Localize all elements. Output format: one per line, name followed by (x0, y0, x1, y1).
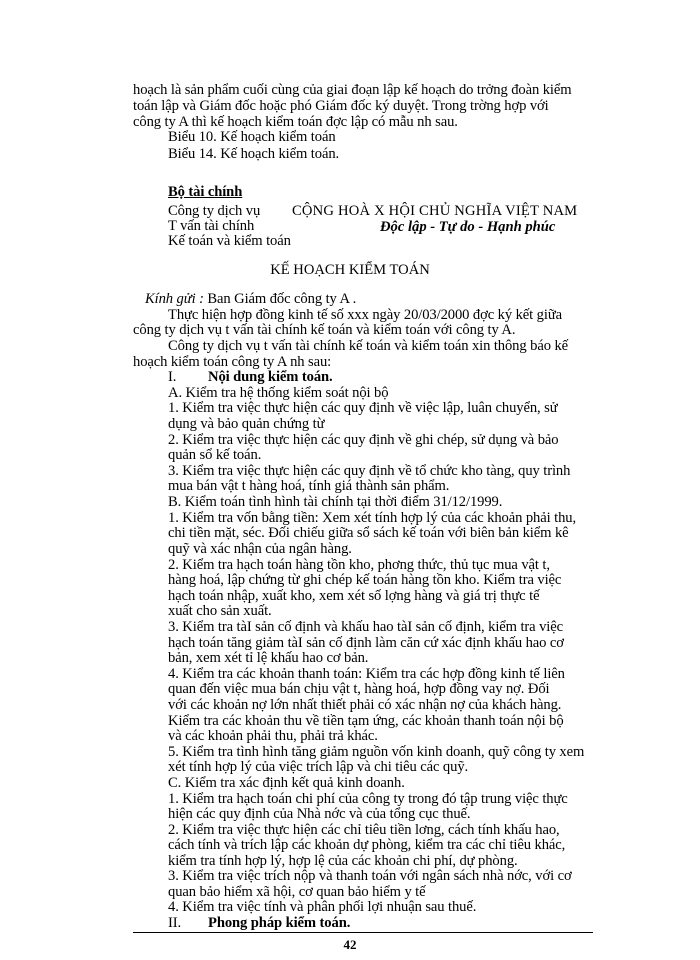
body-line: quan bảo hiểm xã hội, cơ quan bảo hiểm y tế (168, 884, 426, 900)
body-line: Kiểm tra các khoản thu về tiền tạm ứng, các khoản thanh toán nội bộ (168, 713, 564, 729)
body-line: mua bán vật t hàng hoá, tính giá thành sản phẩm. (168, 478, 450, 494)
national-title: CỘNG HOÀ X HỘI CHỦ NGHĨA VIỆT NAM (292, 203, 578, 219)
company-line-2: T vấn tài chính (168, 218, 255, 234)
paragraph-2-line-1: Công ty dịch vụ t vấn tài chính kế toán và kiểm toán xin thông báo kế (168, 338, 569, 354)
body-line: 5. Kiểm tra tình hình tăng giảm nguồn vốn kinh doanh, quỹ công ty xem (168, 744, 585, 760)
company-line-1: Công ty dịch vụ (168, 203, 261, 219)
body-line: 3. Kiểm tra tàI sản cố định và khấu hao tàI sản cố định, kiểm tra việc (168, 619, 564, 635)
section-2-title: Phong pháp kiểm toán. (208, 915, 351, 931)
body-line: B. Kiểm toán tình hình tài chính tại thời điểm 31/12/1999. (168, 494, 503, 510)
body-line: 1. Kiểm tra vốn bằng tiền: Xem xét tính hợp lý của các khoản phải thu, (168, 510, 577, 526)
body-line: 3. Kiểm tra việc thực hiện các quy định về tổ chức kho tàng, quy trình (168, 463, 571, 479)
body-line: hiện các quy định của Nhà nớc và của tổng cục thuế. (168, 806, 471, 822)
body-line: kiểm tra tính hợp lý, hợp lệ của các khoản chi phí, dự phòng. (168, 853, 518, 869)
body-line: 2. Kiểm tra việc thực hiện các chỉ tiêu tiền lơng, cách tính khấu hao, (168, 822, 560, 838)
body-line: với các khoản nợ lớn nhất thiết phải có xác nhận nợ của khách hàng. (168, 697, 562, 713)
body-line: hạch toán tăng giảm tàI sản cố định làm căn cứ xác định khấu hao cơ (168, 635, 564, 651)
greeting (145, 291, 356, 307)
intro-line-4: Biểu 10. Kế hoạch kiểm toán (168, 129, 336, 145)
greeting-label: Kính gửi : (145, 291, 204, 307)
intro-line-5: Biểu 14. Kế hoạch kiểm toán. (168, 146, 340, 162)
section-1-number: I. (168, 369, 177, 385)
body-line: 2. Kiểm tra việc thực hiện các quy định về ghi chép, sử dụng và bảo (168, 432, 559, 448)
paragraph-1-line-1: Thực hiện hợp đồng kinh tế số xxx ngày 20/03/2000 đợc ký kết giữa (168, 307, 563, 323)
page-number: 42 (343, 937, 357, 952)
intro-line-1: hoạch là sản phẩm cuối cùng của giai đoạn lập kế hoạch do trởng đoàn kiểm (133, 82, 572, 98)
body-line: quản sổ kế toán. (168, 447, 262, 463)
body-line: quan đến việc mua bán chịu vật t, hàng hoá, hợp đồng vay nợ. Đối (168, 681, 550, 697)
body-line: xuất cho sản xuất. (168, 603, 272, 619)
footer-rule (133, 932, 593, 933)
body-line: 4. Kiểm tra các khoản thanh toán: Kiểm tra các hợp đồng kinh tế liên (168, 666, 565, 682)
body-line: dụng và bảo quản chứng từ (168, 416, 325, 432)
paragraph-1-line-2: công ty dịch vụ t vấn tài chính kế toán và kiểm toán với công ty A. (133, 322, 516, 338)
body-line: hạch toán nhập, xuất kho, xem xét số lợng hàng và giá trị thực tế (168, 588, 540, 604)
body-line: 1. Kiểm tra hạch toán chi phí của công ty trong đó tập trung việc thực (168, 791, 568, 807)
body-line: 1. Kiểm tra việc thực hiện các quy định về việc lập, luân chuyển, sử (168, 400, 558, 416)
section-1-title: Nội dung kiểm toán. (208, 369, 333, 385)
body-line: bản, xem xét tỉ lệ khấu hao cơ bản. (168, 650, 369, 666)
company-line-3: Kế toán và kiểm toán (168, 233, 291, 249)
section-2-number: II. (168, 915, 182, 931)
body-line: 2. Kiểm tra hạch toán hàng tồn kho, phơng thức, thủ tục mua vật t, (168, 557, 550, 573)
national-motto: Độc lập - Tự do - Hạnh phúc (380, 219, 556, 235)
paragraph-2-line-2: hoạch kiểm toán công ty A nh sau: (133, 354, 332, 370)
greeting-recipient: Ban Giám đốc công ty A . (203, 291, 357, 307)
ministry-heading: Bộ tài chính (168, 184, 243, 200)
intro-line-3: công ty A thì kế hoạch kiểm toán đợc lập có mẫu nh sau. (133, 114, 458, 130)
body-line: cách tính và trích lập các khoản dự phòng, kiểm tra các chỉ tiêu khác, (168, 837, 566, 853)
body-line: 4. Kiểm tra việc tính và phân phối lợi nhuận sau thuế. (168, 899, 477, 915)
document-title: KẾ HOẠCH KIỂM TOÁN (270, 262, 430, 278)
body-line: chi tiền mặt, séc. Đối chiếu giữa sổ sách kế toán với biên bản kiểm kê (168, 525, 569, 541)
body-line: A. Kiểm tra hệ thống kiểm soát nội bộ (168, 385, 389, 401)
body-line: 3. Kiểm tra việc trích nộp và thanh toán với ngân sách nhà nớc, với cơ (168, 868, 572, 884)
body-line: quỹ và xác nhận của ngân hàng. (168, 541, 352, 557)
intro-line-2: toán lập và Giám đốc hoặc phó Giám đốc ký duyệt. Trong trờng hợp với (133, 98, 549, 114)
body-line: hàng hoá, lập chứng từ ghi chép kế toán hàng tồn kho. Kiểm tra việc (168, 572, 562, 588)
body-line: và các khoản phải thu, phải trả khác. (168, 728, 378, 744)
body-line: xét tính hợp lý của việc trích lập và chi tiêu các quỹ. (168, 759, 469, 775)
body-line: C. Kiểm tra xác định kết quả kinh doanh. (168, 775, 405, 791)
